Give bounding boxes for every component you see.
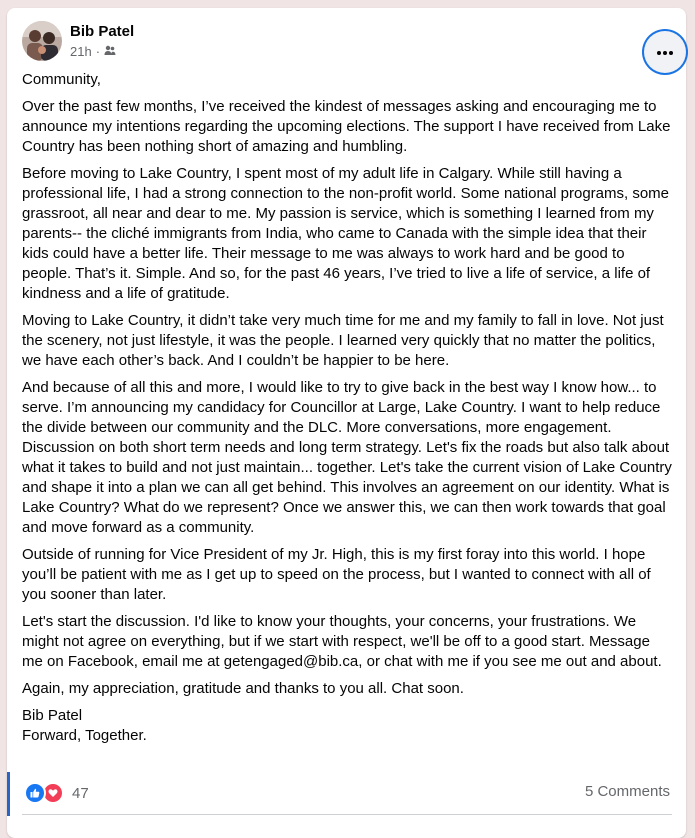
post-timestamp[interactable]: 21h [70,44,92,59]
reactions-summary[interactable] [24,782,89,804]
post-paragraph: Again, my appreciation, gratitude and thanks to you all. Chat soon. [22,680,464,697]
post-signature [22,706,672,746]
post-header [22,21,672,65]
signature-tagline: Forward, Together. [22,727,147,744]
post-body [22,70,672,746]
post-footer [7,780,686,816]
footer-divider [22,814,672,815]
post-meta [70,44,116,59]
post-paragraph: Let's start the discussion. I'd like to know your thoughts, your concerns, your frustrations. We might not agree on everything, but if we start with respect, we'll be off to a good start. Message me on Facebook, email me at getengaged@bib.ca, or chat with me if you see me out and about. [22,613,662,670]
comments-link[interactable]: 5 Comments [584,783,670,800]
post-paragraph: Over the past few months, I’ve received the kindest of messages asking and encouraging me to announce my intentions regarding the upcoming elections. The support I have received from Lake Country has been nothing short of amazing and humbling. [22,98,671,155]
friends-icon [104,44,116,59]
post-paragraph: Moving to Lake Country, it didn’t take very much time for me and my family to fall in love. Not just the scenery, not just lifestyle, it was the people. I learned very quickly that no matter the politics, we have each other’s back. And I couldn’t be happier to be here. [22,312,664,369]
post-paragraph: Outside of running for Vice President of my Jr. High, this is my first foray into this world. I hope you’ll be patient with me as I get up to speed on the process, but I wanted to connect with all of you sooner than later. [22,546,651,603]
focus-indicator [7,772,10,816]
more-options-button[interactable] [644,31,686,73]
meta-separator: · [95,44,101,59]
post-paragraph: Community, [22,71,101,88]
like-reaction-icon [24,782,46,804]
post-paragraph: Before moving to Lake Country, I spent most of my adult life in Calgary. While still having a professional life, I had a strong connection to the non-profit world. Some national programs, some grassroot, all near and dear to me. My passion is service, which is something I learned from my parents-- the cliché immigrants from India, who came to Canada with the simple idea that their kids could have a better life. Their message to me was always to work hard and be good to people. That’s it. Simple. And so, for the past 46 years, I’ve tried to live a life of service, a life of kindness and a life of gratitude. [22,165,670,302]
author-name[interactable]: Bib Patel [70,23,135,40]
ellipsis-icon [656,43,674,61]
post-card [7,8,686,838]
reaction-count: 47 [72,784,89,802]
avatar[interactable] [22,21,62,61]
signature-name: Bib Patel [22,707,83,724]
post-paragraph: And because of all this and more, I would like to try to give back in the best way I know how... to serve. I’m announcing my candidacy for Councillor at Large, Lake Country. I want to help reduce the divide between our community and the DLC. More conversations, more engagement. Discussion on both short term needs and long term strategy. Let's fix the roads but also talk about what it takes to build and not just maintain... together. Let's take the current vision of Lake Country and shape it into a plan we can all get behind. This involves an agreement on our identity. What is Lake Country? What do we represent? Once we answer this, we can then work towards that goal and move forward as a community. [22,379,672,536]
